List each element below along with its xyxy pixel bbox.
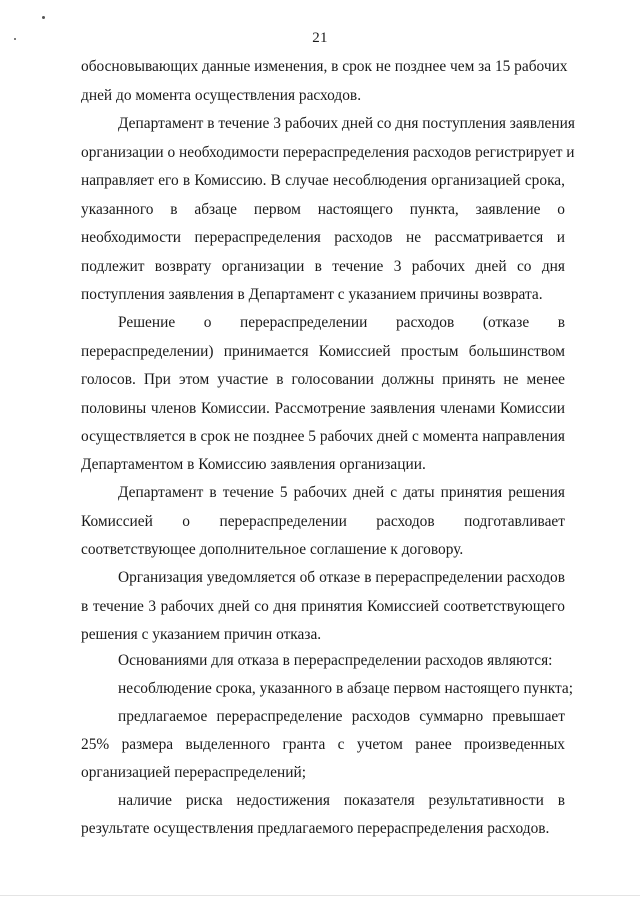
- text-line: обосновывающих данные изменения, в срок не позднее чем за 15 рабочих: [81, 58, 568, 75]
- text-line: соответствующее дополнительное соглашение к договору.: [81, 541, 464, 558]
- text-line: указанного в абзаце первом настоящего пункта, заявление о: [81, 201, 565, 218]
- text-line: голосов. При этом участие в голосовании должны принять не менее: [81, 371, 565, 388]
- text-line: результате осуществления предлагаемого перераспределения расходов.: [81, 820, 550, 837]
- text-line: наличие риска недостижения показателя результативности в: [118, 792, 565, 809]
- text-line: Комиссией о перераспределении расходов подготавливает: [81, 513, 565, 530]
- text-line: направляет его в Комиссию. В случае несоблюдения организацией срока,: [81, 172, 565, 189]
- text-line: необходимости перераспределения расходов не рассматривается и: [81, 229, 565, 246]
- scan-speck: [42, 16, 45, 19]
- text-line: в течение 3 рабочих дней со дня принятия Комиссией соответствующего: [81, 598, 565, 615]
- text-line: Основаниями для отказа в перераспределении расходов являются:: [118, 652, 553, 669]
- text-line: Решение о перераспределении расходов (отказе в: [118, 314, 565, 331]
- text-line: осуществляется в срок не позднее 5 рабочих дней с момента направления: [81, 428, 565, 445]
- text-line: Департаментом в Комиссию заявления организации.: [81, 456, 426, 473]
- text-line: подлежит возврату организации в течение 3 рабочих дней со дня: [81, 258, 565, 275]
- page-number: 21: [312, 30, 328, 46]
- text-line: поступления заявления в Департамент с указанием причины возврата.: [81, 286, 543, 303]
- text-line: перераспределении) принимается Комиссией простым большинством: [81, 343, 565, 360]
- text-line: предлагаемое перераспределение расходов суммарно превышает: [118, 708, 565, 725]
- text-line: организации о необходимости перераспределения расходов регистрирует и: [81, 144, 575, 161]
- text-line: Департамент в течение 3 рабочих дней со дня поступления заявления: [118, 115, 575, 132]
- text-line: Департамент в течение 5 рабочих дней с даты принятия решения: [118, 484, 565, 501]
- text-line: половины членов Комиссии. Рассмотрение заявления членами Комиссии: [81, 400, 565, 417]
- text-line: дней до момента осуществления расходов.: [81, 87, 362, 104]
- text-line: организацией перераспределений;: [81, 764, 306, 781]
- text-line: Организация уведомляется об отказе в перераспределении расходов: [118, 569, 565, 586]
- text-line: несоблюдение срока, указанного в абзаце первом настоящего пункта;: [118, 680, 573, 697]
- text-line: 25% размера выделенного гранта с учетом ранее произведенных: [81, 736, 565, 753]
- scan-edge: [0, 895, 640, 896]
- text-line: решения с указанием причин отказа.: [81, 626, 322, 643]
